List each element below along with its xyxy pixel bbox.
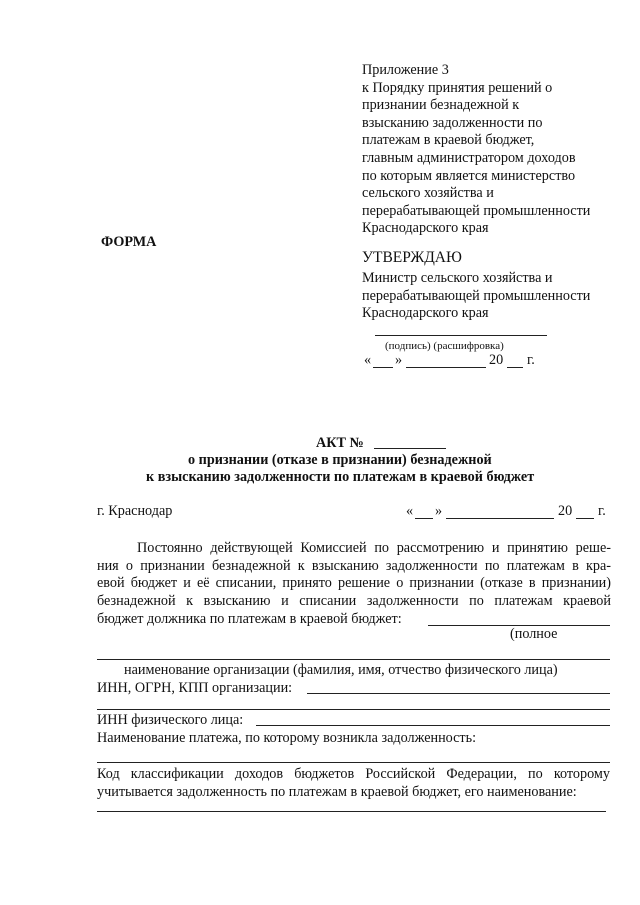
extra-blank[interactable] (97, 709, 610, 710)
para-line: Постоянно действующей Комиссией по рассмотрению и принятию реше- (137, 540, 611, 556)
inn-person-blank[interactable] (256, 725, 610, 726)
year-blank[interactable] (507, 367, 523, 368)
appendix-line: Приложение 3 (362, 62, 449, 78)
appendix-line: перерабатывающей промышленности (362, 202, 591, 219)
para-line: евой бюджет и её списании, принято решение о признании (отказе в признании) (97, 575, 611, 592)
act-title-row (316, 435, 364, 452)
year-blank[interactable] (576, 518, 594, 519)
place-date (406, 503, 612, 523)
quote-open: « (364, 352, 372, 368)
form-label: ФОРМА (101, 234, 157, 250)
day-blank[interactable] (373, 367, 393, 368)
approve-line: перерабатывающей промышленности (362, 287, 591, 304)
kbk-line-2: учитывается задолженность по платежам в краевой бюджет, его наименование: (97, 784, 577, 800)
inn-person-label: ИНН физического лица: (97, 712, 244, 728)
signature-caption: (подпись) (расшифровка) (385, 340, 504, 352)
appendix-line: взысканию задолженности по (362, 114, 543, 131)
payment-name-label: Наименование платежа, по которому возникла задолженность: (97, 730, 477, 746)
quote-close: » (395, 352, 403, 368)
kbk-line-1: Код классификации доходов бюджетов Российской Федерации, по которому (97, 766, 610, 782)
para-line: безнадежной к взысканию и списании задолженности по платежам краевой (97, 592, 611, 609)
payment-name-blank[interactable] (97, 762, 610, 763)
body-paragraph (97, 540, 611, 610)
appendix-line: главным администратором доходов (362, 149, 576, 166)
year-prefix: 20 (489, 352, 504, 368)
act-title: АКТ № (316, 435, 364, 451)
appendix-line: платежам в краевой бюджет, (362, 132, 535, 149)
act-subtitle-1: о признании (отказе в признании) безнадежной (188, 452, 492, 468)
quote-close: » (435, 503, 443, 519)
para-line: ния о признании безнадежной к взысканию задолженности по платежам в кра- (97, 557, 611, 574)
signature-line[interactable] (375, 335, 547, 336)
kbk-blank[interactable] (97, 811, 606, 812)
org-name-blank[interactable] (97, 659, 610, 660)
month-blank[interactable] (446, 518, 554, 519)
inn-org-label: ИНН, ОГРН, КПП организации: (97, 680, 293, 696)
place: г. Краснодар (97, 503, 173, 519)
appendix-line: Краснодарского края (362, 220, 489, 237)
debtor-line-label: бюджет должника по платежам в краевой бюджет: (97, 611, 402, 627)
approve-title: УТВЕРЖДАЮ (362, 249, 462, 266)
quote-open: « (406, 503, 414, 519)
full-word: (полное (510, 626, 558, 642)
appendix-line: по которым является министерство (362, 167, 576, 184)
year-prefix: 20 (558, 503, 573, 519)
approve-line: Министр сельского хозяйства и (362, 270, 553, 286)
month-blank[interactable] (406, 367, 486, 368)
day-blank[interactable] (415, 518, 433, 519)
approve-line: Краснодарского края (362, 305, 489, 322)
appendix-line: сельского хозяйства и (362, 185, 494, 202)
inn-org-blank[interactable] (307, 693, 610, 694)
year-suffix: г. (527, 352, 535, 368)
appendix-block (362, 62, 590, 238)
org-caption: наименование организации (фамилия, имя, отчество физического лица) (124, 662, 558, 678)
act-subtitle-2: к взысканию задолженности по платежам в краевой бюджет (146, 469, 535, 485)
approve-block (362, 270, 590, 323)
act-number-blank[interactable] (374, 448, 446, 449)
year-suffix: г. (598, 503, 606, 519)
appendix-line: признании безнадежной к (362, 97, 520, 114)
approve-date (364, 352, 574, 372)
appendix-line: к Порядку принятия решений о (362, 79, 553, 96)
